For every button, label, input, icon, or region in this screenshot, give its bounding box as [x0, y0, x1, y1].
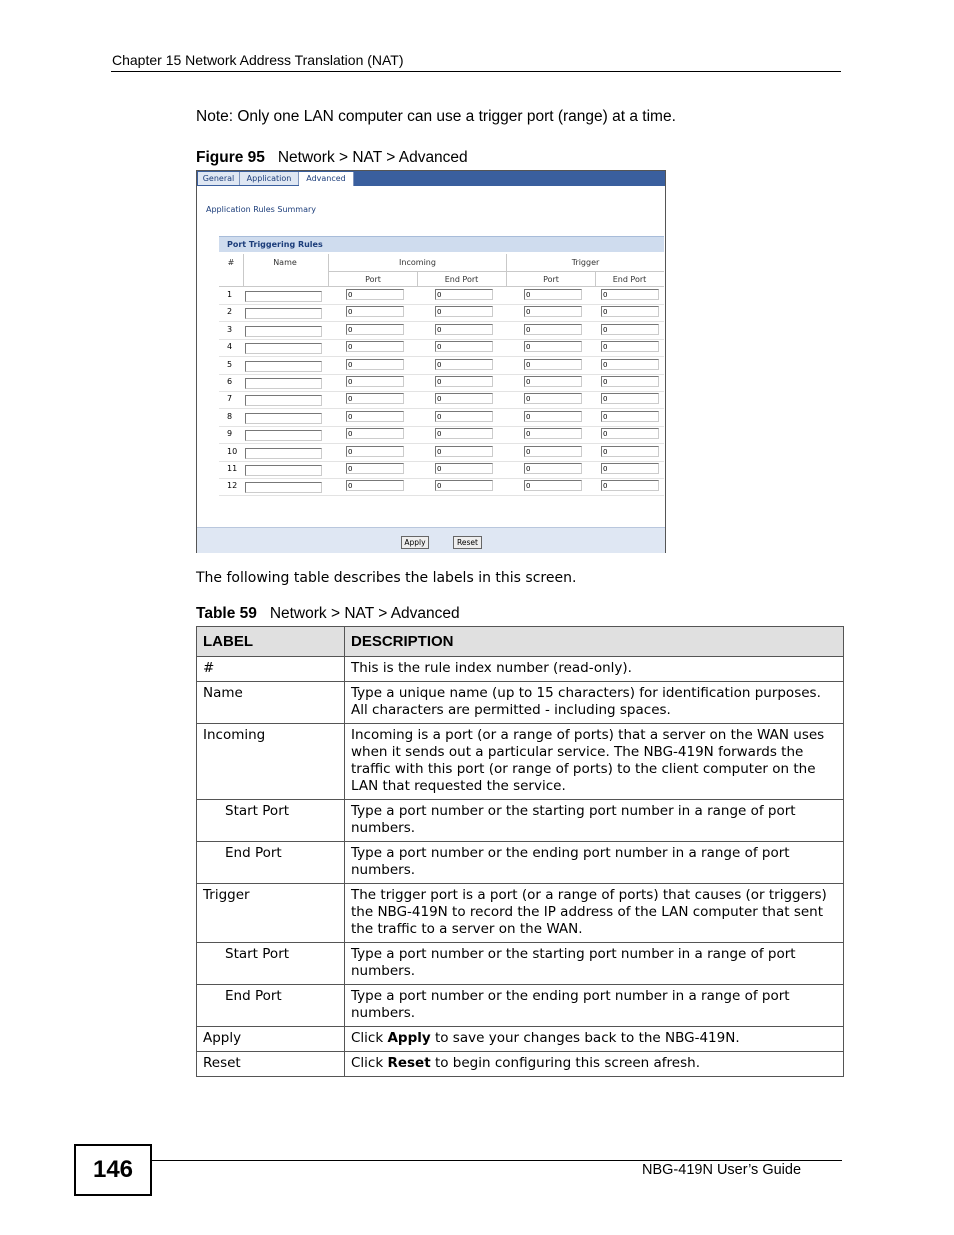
- rule-name-input[interactable]: [245, 395, 322, 406]
- trigger-end-port-input[interactable]: 0: [601, 463, 659, 474]
- trigger-port-input[interactable]: 0: [524, 463, 582, 474]
- table-row: [197, 682, 844, 724]
- incoming-port-input[interactable]: 0: [346, 289, 404, 300]
- table-label: Table 59: [196, 605, 257, 622]
- trigger-end-port-input[interactable]: 0: [601, 306, 659, 317]
- col-num-header: #: [227, 258, 235, 267]
- rule-name-input[interactable]: [245, 326, 322, 337]
- desc-text: Click: [351, 1055, 388, 1071]
- col-name-header: Name: [273, 258, 297, 267]
- row-label: Incoming: [197, 724, 345, 800]
- rule-index: 10: [227, 446, 238, 456]
- rule-index: 6: [227, 377, 233, 386]
- incoming-port-input[interactable]: 0: [346, 324, 404, 335]
- desc-text: to save your changes back to the NBG-419N.: [430, 1030, 740, 1046]
- row-separator: [219, 461, 664, 462]
- label-description-table: [196, 626, 844, 1077]
- screenshot-figure: [196, 170, 666, 553]
- desc-bold: Apply: [387, 1030, 431, 1046]
- incoming-port-input[interactable]: 0: [346, 463, 404, 474]
- table-row: [197, 1027, 844, 1052]
- incoming-end-port-input[interactable]: 0: [435, 411, 493, 422]
- row-label: Start Port: [197, 800, 345, 842]
- col-separator: [328, 254, 329, 286]
- rule-name-input[interactable]: [245, 378, 322, 389]
- trigger-end-port-input[interactable]: 0: [601, 480, 659, 491]
- row-label: Start Port: [197, 943, 345, 985]
- incoming-port-input[interactable]: 0: [346, 428, 404, 439]
- trigger-port-input[interactable]: 0: [524, 480, 582, 491]
- incoming-end-port-input[interactable]: 0: [435, 446, 493, 457]
- trigger-port-input[interactable]: 0: [524, 341, 582, 352]
- trigger-end-port-input[interactable]: 0: [601, 428, 659, 439]
- guide-title: NBG-419N User’s Guide: [642, 1162, 802, 1178]
- desc-text: Click: [351, 1030, 388, 1046]
- trigger-port-input[interactable]: 0: [524, 359, 582, 370]
- row-description: This is the rule index number (read-only).: [345, 657, 844, 682]
- rule-index: 4: [227, 342, 233, 352]
- incoming-port-input[interactable]: 0: [346, 376, 404, 387]
- row-description: Type a port number or the ending port number in a range of port numbers.: [345, 985, 844, 1027]
- rule-index: 2: [227, 307, 233, 317]
- incoming-end-port-input[interactable]: 0: [435, 463, 493, 474]
- table-caption: [196, 605, 460, 623]
- row-separator: [219, 478, 664, 479]
- port-triggering-rules-table: [219, 236, 664, 498]
- trigger-end-port-input[interactable]: 0: [601, 411, 659, 422]
- application-rules-summary-title: Application Rules Summary: [206, 205, 317, 214]
- row-description: [345, 1027, 844, 1052]
- row-description: The trigger port is a port (or a range of ports) that causes (or triggers) the NBG-419N to record the IP address of the LAN computer that sent the traffic to a server on the WAN.: [345, 884, 844, 943]
- trigger-end-port-input[interactable]: 0: [601, 446, 659, 457]
- header-separator: [219, 286, 664, 287]
- rule-name-input[interactable]: [245, 482, 322, 493]
- incoming-port-input[interactable]: 0: [346, 446, 404, 457]
- row-label: Apply: [197, 1027, 345, 1052]
- row-separator: [219, 443, 664, 444]
- rule-name-input[interactable]: [245, 343, 322, 354]
- trigger-port-input[interactable]: 0: [524, 428, 582, 439]
- intro-text: The following table describes the labels in this screen.: [196, 570, 577, 586]
- desc-bold: Reset: [387, 1055, 431, 1071]
- tab-application[interactable]: Application: [240, 172, 299, 185]
- button-bar: [197, 527, 665, 553]
- table-row: [197, 657, 844, 682]
- incoming-end-port-input[interactable]: 0: [435, 359, 493, 370]
- row-separator: [219, 408, 664, 409]
- table-row: [197, 884, 844, 943]
- row-description: Type a port number or the starting port number in a range of port numbers.: [345, 800, 844, 842]
- row-label: End Port: [197, 985, 345, 1027]
- rule-name-input[interactable]: [245, 308, 322, 319]
- row-label: Name: [197, 682, 345, 724]
- row-description: Type a port number or the ending port number in a range of port numbers.: [345, 842, 844, 884]
- row-label: Trigger: [197, 884, 345, 943]
- row-description: Incoming is a port (or a range of ports) that a server on the WAN uses when it sends out a particular service. The NBG-419N forwards the traffic with this port (or range of ports) to the client computer on the LAN that requested the service.: [345, 724, 844, 800]
- rule-name-input[interactable]: [245, 413, 322, 424]
- incoming-port-input[interactable]: 0: [346, 393, 404, 404]
- row-separator: [219, 339, 664, 340]
- incoming-end-port-input[interactable]: 0: [435, 376, 493, 387]
- incoming-port-input[interactable]: 0: [346, 480, 404, 491]
- incoming-end-port-input[interactable]: 0: [435, 341, 493, 352]
- rule-name-input[interactable]: [245, 448, 322, 459]
- rule-index: 11: [227, 464, 238, 473]
- trigger-port-input[interactable]: 0: [524, 446, 582, 457]
- rule-index: 5: [227, 359, 233, 369]
- rule-index: 9: [227, 429, 233, 439]
- figure-label: Figure 95: [196, 149, 265, 166]
- incoming-end-port-input[interactable]: 0: [435, 393, 493, 404]
- table-row: [197, 842, 844, 884]
- rule-index: 12: [227, 481, 238, 491]
- trigger-port-input[interactable]: 0: [524, 306, 582, 317]
- row-separator: [219, 321, 664, 322]
- rule-index: 3: [227, 324, 233, 334]
- table-title: Network > NAT > Advanced: [269, 605, 460, 622]
- footer-rule: [152, 1160, 842, 1161]
- rule-index: 1: [227, 290, 233, 299]
- row-separator: [219, 356, 664, 357]
- trigger-end-port-input[interactable]: 0: [601, 393, 659, 404]
- row-label: #: [197, 657, 345, 682]
- trigger-end-port-input[interactable]: 0: [601, 376, 659, 387]
- row-separator: [219, 426, 664, 427]
- figure-title: Network > NAT > Advanced: [277, 149, 468, 166]
- col-trigger-header: Trigger: [571, 258, 600, 267]
- incoming-port-input[interactable]: 0: [346, 341, 404, 352]
- rule-name-input[interactable]: [245, 465, 322, 476]
- col-separator: [506, 254, 507, 286]
- trigger-port-input[interactable]: 0: [524, 411, 582, 422]
- incoming-end-port-input[interactable]: 0: [435, 324, 493, 335]
- note-text: Note: Only one LAN computer can use a trigger port (range) at a time.: [196, 108, 676, 125]
- incoming-port-input[interactable]: 0: [346, 306, 404, 317]
- rule-index: 8: [227, 411, 233, 421]
- description-column-header: DESCRIPTION: [345, 627, 844, 657]
- incoming-port-input[interactable]: 0: [346, 359, 404, 370]
- port-triggering-rules-title: Port Triggering Rules: [219, 236, 664, 252]
- table-row: [197, 985, 844, 1027]
- row-separator: [219, 374, 664, 375]
- trigger-end-port-input[interactable]: 0: [601, 359, 659, 370]
- row-label: Reset: [197, 1052, 345, 1077]
- header-rule: [111, 71, 841, 72]
- row-separator: [219, 304, 664, 305]
- trigger-port-input[interactable]: 0: [524, 376, 582, 387]
- col-incoming-end-port-header: End Port: [444, 275, 479, 284]
- page-number: 146: [74, 1144, 152, 1196]
- table-row: [197, 724, 844, 800]
- row-label: End Port: [197, 842, 345, 884]
- col-incoming-header: Incoming: [399, 258, 436, 267]
- col-incoming-port-header: Port: [365, 275, 381, 284]
- incoming-end-port-input[interactable]: 0: [435, 428, 493, 439]
- table-row: [197, 800, 844, 842]
- table-row: [197, 1052, 844, 1077]
- rule-index: 7: [227, 394, 233, 404]
- row-description: Type a port number or the starting port number in a range of port numbers.: [345, 943, 844, 985]
- header-separator: [329, 271, 664, 272]
- col-separator: [417, 272, 418, 286]
- trigger-port-input[interactable]: 0: [524, 324, 582, 335]
- trigger-port-input[interactable]: 0: [524, 393, 582, 404]
- trigger-end-port-input[interactable]: 0: [601, 324, 659, 335]
- figure-caption: [196, 149, 468, 167]
- incoming-end-port-input[interactable]: 0: [435, 289, 493, 300]
- trigger-end-port-input[interactable]: 0: [601, 289, 659, 300]
- chapter-header: Chapter 15 Network Address Translation (NAT): [112, 52, 404, 68]
- rule-name-input[interactable]: [245, 361, 322, 372]
- rule-name-input[interactable]: [245, 430, 322, 441]
- rule-name-input[interactable]: [245, 291, 322, 302]
- col-trigger-end-port-header: End Port: [612, 275, 647, 284]
- apply-button[interactable]: Apply: [401, 536, 429, 549]
- col-separator: [595, 272, 596, 286]
- row-separator: [219, 391, 664, 392]
- trigger-end-port-input[interactable]: 0: [601, 341, 659, 352]
- incoming-end-port-input[interactable]: 0: [435, 306, 493, 317]
- tab-general[interactable]: General: [198, 172, 240, 185]
- table-header-row: [197, 627, 844, 657]
- tab-bar: [197, 171, 665, 186]
- trigger-port-input[interactable]: 0: [524, 289, 582, 300]
- table-row: [197, 943, 844, 985]
- tab-advanced[interactable]: Advanced: [299, 172, 354, 186]
- incoming-port-input[interactable]: 0: [346, 411, 404, 422]
- reset-button[interactable]: Reset: [453, 536, 482, 549]
- col-trigger-port-header: Port: [543, 275, 559, 284]
- row-description: Type a unique name (up to 15 characters) for identification purposes. All characters are permitted - including spaces.: [345, 682, 844, 724]
- incoming-end-port-input[interactable]: 0: [435, 480, 493, 491]
- row-separator: [219, 495, 664, 496]
- label-column-header: LABEL: [197, 627, 345, 657]
- row-description: [345, 1052, 844, 1077]
- col-separator: [243, 254, 244, 286]
- desc-text: to begin configuring this screen afresh.: [430, 1055, 700, 1071]
